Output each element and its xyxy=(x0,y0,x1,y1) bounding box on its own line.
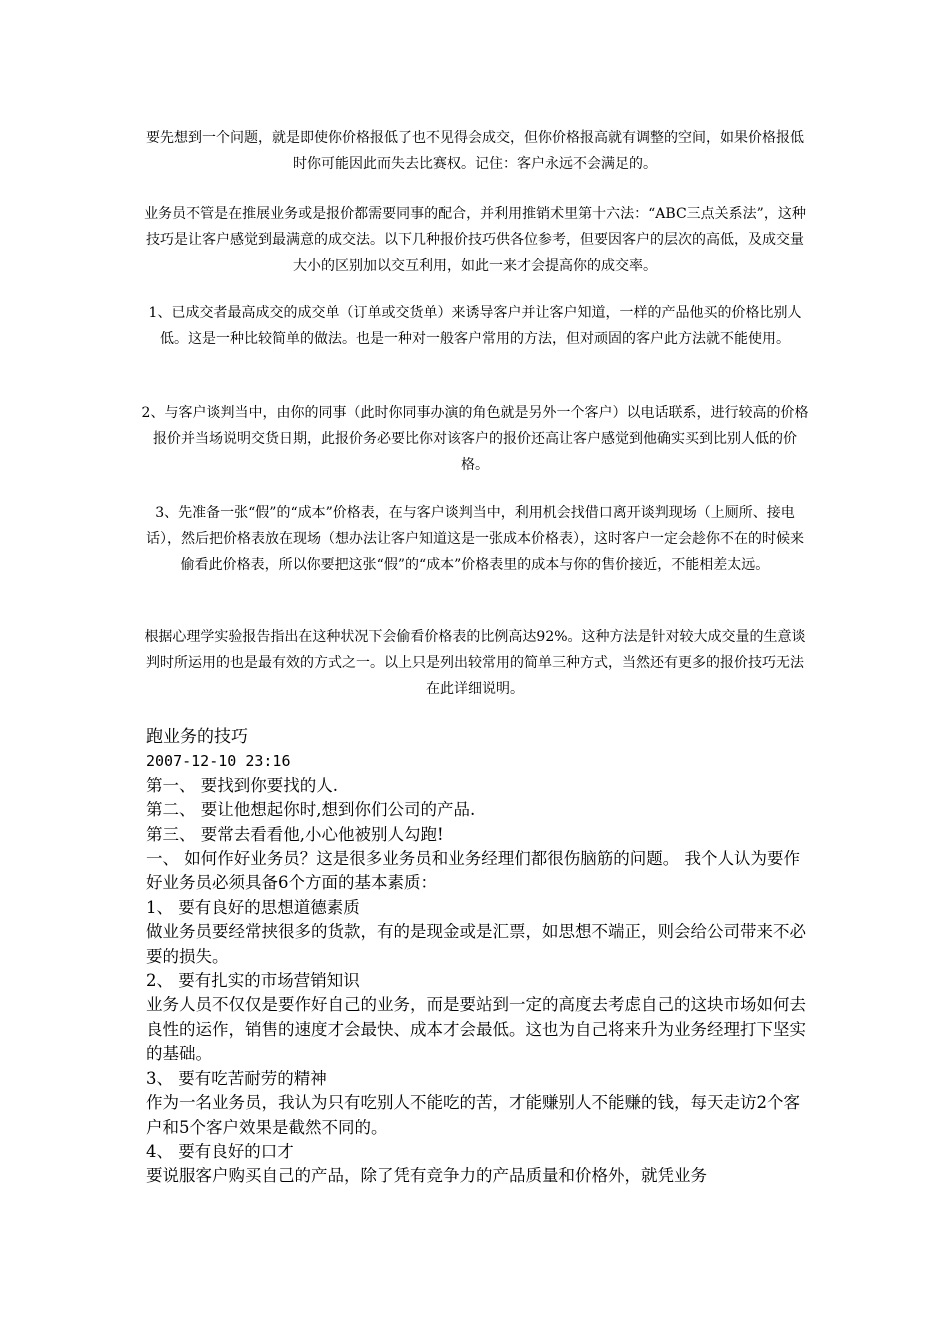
intro-paragraph-2-text: 业务员不管是在推展业务或是报价都需要同事的配合，并利用推销术里第十六法：“ABC三点关系法”，这种技巧是让客户感觉到最满意的成交法。以下几种报价技巧供各位参考，但要因客户的层次的高低，及成交量大小的区别加以交互利用，如此一来才会提高你的成交率。 xyxy=(144,206,806,274)
article-line-12: 要说服客户购买自己的产品，除了凭有竞争力的产品质量和价格外，就凭业务 xyxy=(146,1166,707,1186)
article-title: 跑业务的技巧 xyxy=(146,727,248,747)
article-line-2: 第二、 要让他想起你时,想到你们公司的产品. xyxy=(146,800,476,820)
article-line-1: 第一、 要找到你要找的人. xyxy=(146,775,338,795)
article-line-7: 2、 要有扎实的市场营销知识 xyxy=(146,971,360,991)
intro-paragraph-6-text: 根据心理学实验报告指出在这种状况下会偷看价格表的比例高达92%。这种方法是针对较大成交量的生意谈判时所运用的也是最有效的方式之一。以上只是列出较常用的简单三种方式，当然还有更多的报价技巧无法在此详细说明。 xyxy=(144,629,806,697)
intro-paragraph-1-text: 要先想到一个问题，就是即使你价格报低了也不见得会成交，但你价格报高就有调整的空间，如果价格报低时你可能因此而失去比赛权。记住：客户永远不会满足的。 xyxy=(146,130,804,172)
intro-paragraph-4-text: 2、与客户谈判当中，由你的同事（此时你同事办演的角色就是另外一个客户）以电话联系，进行较高的价格报价并当场说明交货日期，此报价务必要比你对该客户的报价还高让客户感觉到他确实买到比别人低的价格。 xyxy=(141,405,809,473)
intro-paragraph-1 xyxy=(140,125,810,177)
intro-paragraph-3 xyxy=(140,300,810,352)
article-line-4: 一、 如何作好业务员？这是很多业务员和业务经理们都很伤脑筋的问题。 我个人认为要作好业务员必须具备6个方面的基本素质： xyxy=(146,849,800,893)
article-line-9: 3、 要有吃苦耐劳的精神 xyxy=(146,1068,327,1088)
intro-paragraph-4 xyxy=(140,400,810,478)
article-line-8: 业务人员不仅仅是要作好自己的业务，而是要站到一定的高度去考虑自己的这块市场如何去良性的运作，销售的速度才会最快、成本才会最低。这也为自己将来升为业务经理打下坚实的基础。 xyxy=(146,995,806,1064)
intro-paragraph-5-text: 3、先准备一张“假”的“成本”价格表，在与客户谈判当中，利用机会找借口离开谈判现场（上厕所、接电话），然后把价格表放在现场（想办法让客户知道这是一张成本价格表），这时客户一定会趁你不在的时候来偷看此价格表，所以你要把这张“假”的“成本”价格表里的成本与你的售价接近，不能相差太远。 xyxy=(146,505,804,573)
article-date: 2007-12-10 23:16 xyxy=(146,752,291,771)
article-line-5: 1、 要有良好的思想道德素质 xyxy=(146,897,360,917)
article-line-6: 做业务员要经常挟很多的货款，有的是现金或是汇票，如思想不端正，则会给公司带来不必要的损失。 xyxy=(146,922,806,966)
article-line-3: 第三、 要常去看看他,小心他被别人勾跑! xyxy=(146,824,444,844)
article-line-11: 4、 要有良好的口才 xyxy=(146,1141,294,1161)
intro-paragraph-6 xyxy=(140,624,810,702)
intro-paragraph-3-text: 1、已成交者最高成交的成交单（订单或交货单）来诱导客户并让客户知道，一样的产品他买的价格比别人低。这是一种比较简单的做法。也是一种对一般客户常用的方法，但对顽固的客户此方法就不能使用。 xyxy=(148,305,802,347)
article-section xyxy=(146,725,810,1189)
article-line-10: 作为一名业务员，我认为只有吃别人不能吃的苦，才能赚别人不能赚的钱，每天走访2个客户和5个客户效果是截然不同的。 xyxy=(146,1093,800,1137)
intro-paragraph-2 xyxy=(140,201,810,279)
intro-paragraph-5 xyxy=(140,500,810,578)
